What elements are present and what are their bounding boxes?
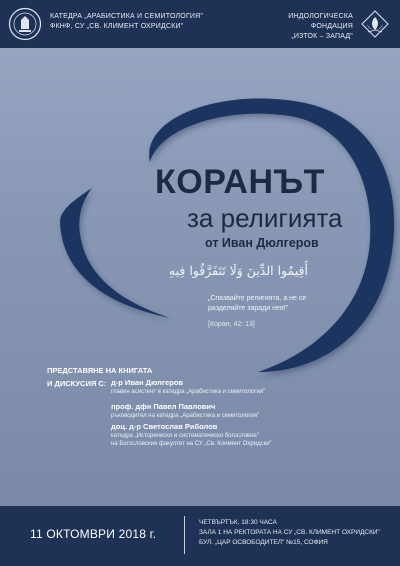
ring-arc-left [60,188,170,318]
venue-time: ЧЕТВЪРТЪК, 18:30 ЧАСА [199,519,277,526]
right-org-line2: „ИЗТОК – ЗАПАД" [291,33,353,40]
book-author: от Иван Дюлгеров [205,236,319,250]
left-org-line1: КАТЕДРА „АРАБИСТИКА И СЕМИТОЛОГИЯ" [50,13,204,20]
book-subtitle: за религията [187,203,343,233]
venue-address: БУЛ. „ЦАР ОСВОБОДИТЕЛ" №15, СОФИЯ [199,539,328,546]
left-org-line2: ФКНФ, СУ „СВ. КЛИМЕНТ ОХРИДСКИ" [50,23,184,30]
speaker-3-role-line2: на Богословския факултет на СУ „Св. Климент Охридски" [111,441,272,447]
event-date: 11 ОКТОМВРИ 2018 г. [30,527,157,541]
book-title: КОРАНЪТ [155,163,325,201]
speaker-1-role: главен асистент в катедра „Арабистика и семитология" [111,389,266,395]
speaker-2-role: ръководител на катедра „Арабистика и семитология" [111,413,260,419]
arabic-verse: أَقِيمُوا الدِّينَ وَلَا تَتَفَرَّقُوا فِيهِ [168,263,308,278]
verse-translation [208,294,308,314]
translation-line2: разделяйте заради нея!" [208,305,289,312]
presentation-heading-line1: ПРЕДСТАВЯНЕ НА КНИГАТА [47,366,153,375]
venue-hall: ЗАЛА 1 НА РЕКТОРАТА НА СУ „СВ. КЛИМЕНТ ОХРИДСКИ" [199,529,380,536]
presentation-heading-line2: И ДИСКУСИЯ С: [47,379,107,388]
verse-reference: [Коран, 42: 13] [208,321,255,328]
translation-line1: „Спазвайте религията, а не се [208,295,307,302]
speaker-2-name: проф. дфн Павел Павлович [111,402,216,411]
footer-divider [184,516,185,554]
event-venue [199,518,380,548]
speaker-3-role: катедра „Историческо и систематическо богословие" [111,433,259,439]
speaker-1-name: д-р Иван Дюлгеров [111,378,184,387]
speaker-3-name: доц. д-р Светослав Риболов [111,422,218,431]
right-org-line1: ИНДОЛОГИЧЕСКА ФОНДАЦИЯ [288,13,353,30]
